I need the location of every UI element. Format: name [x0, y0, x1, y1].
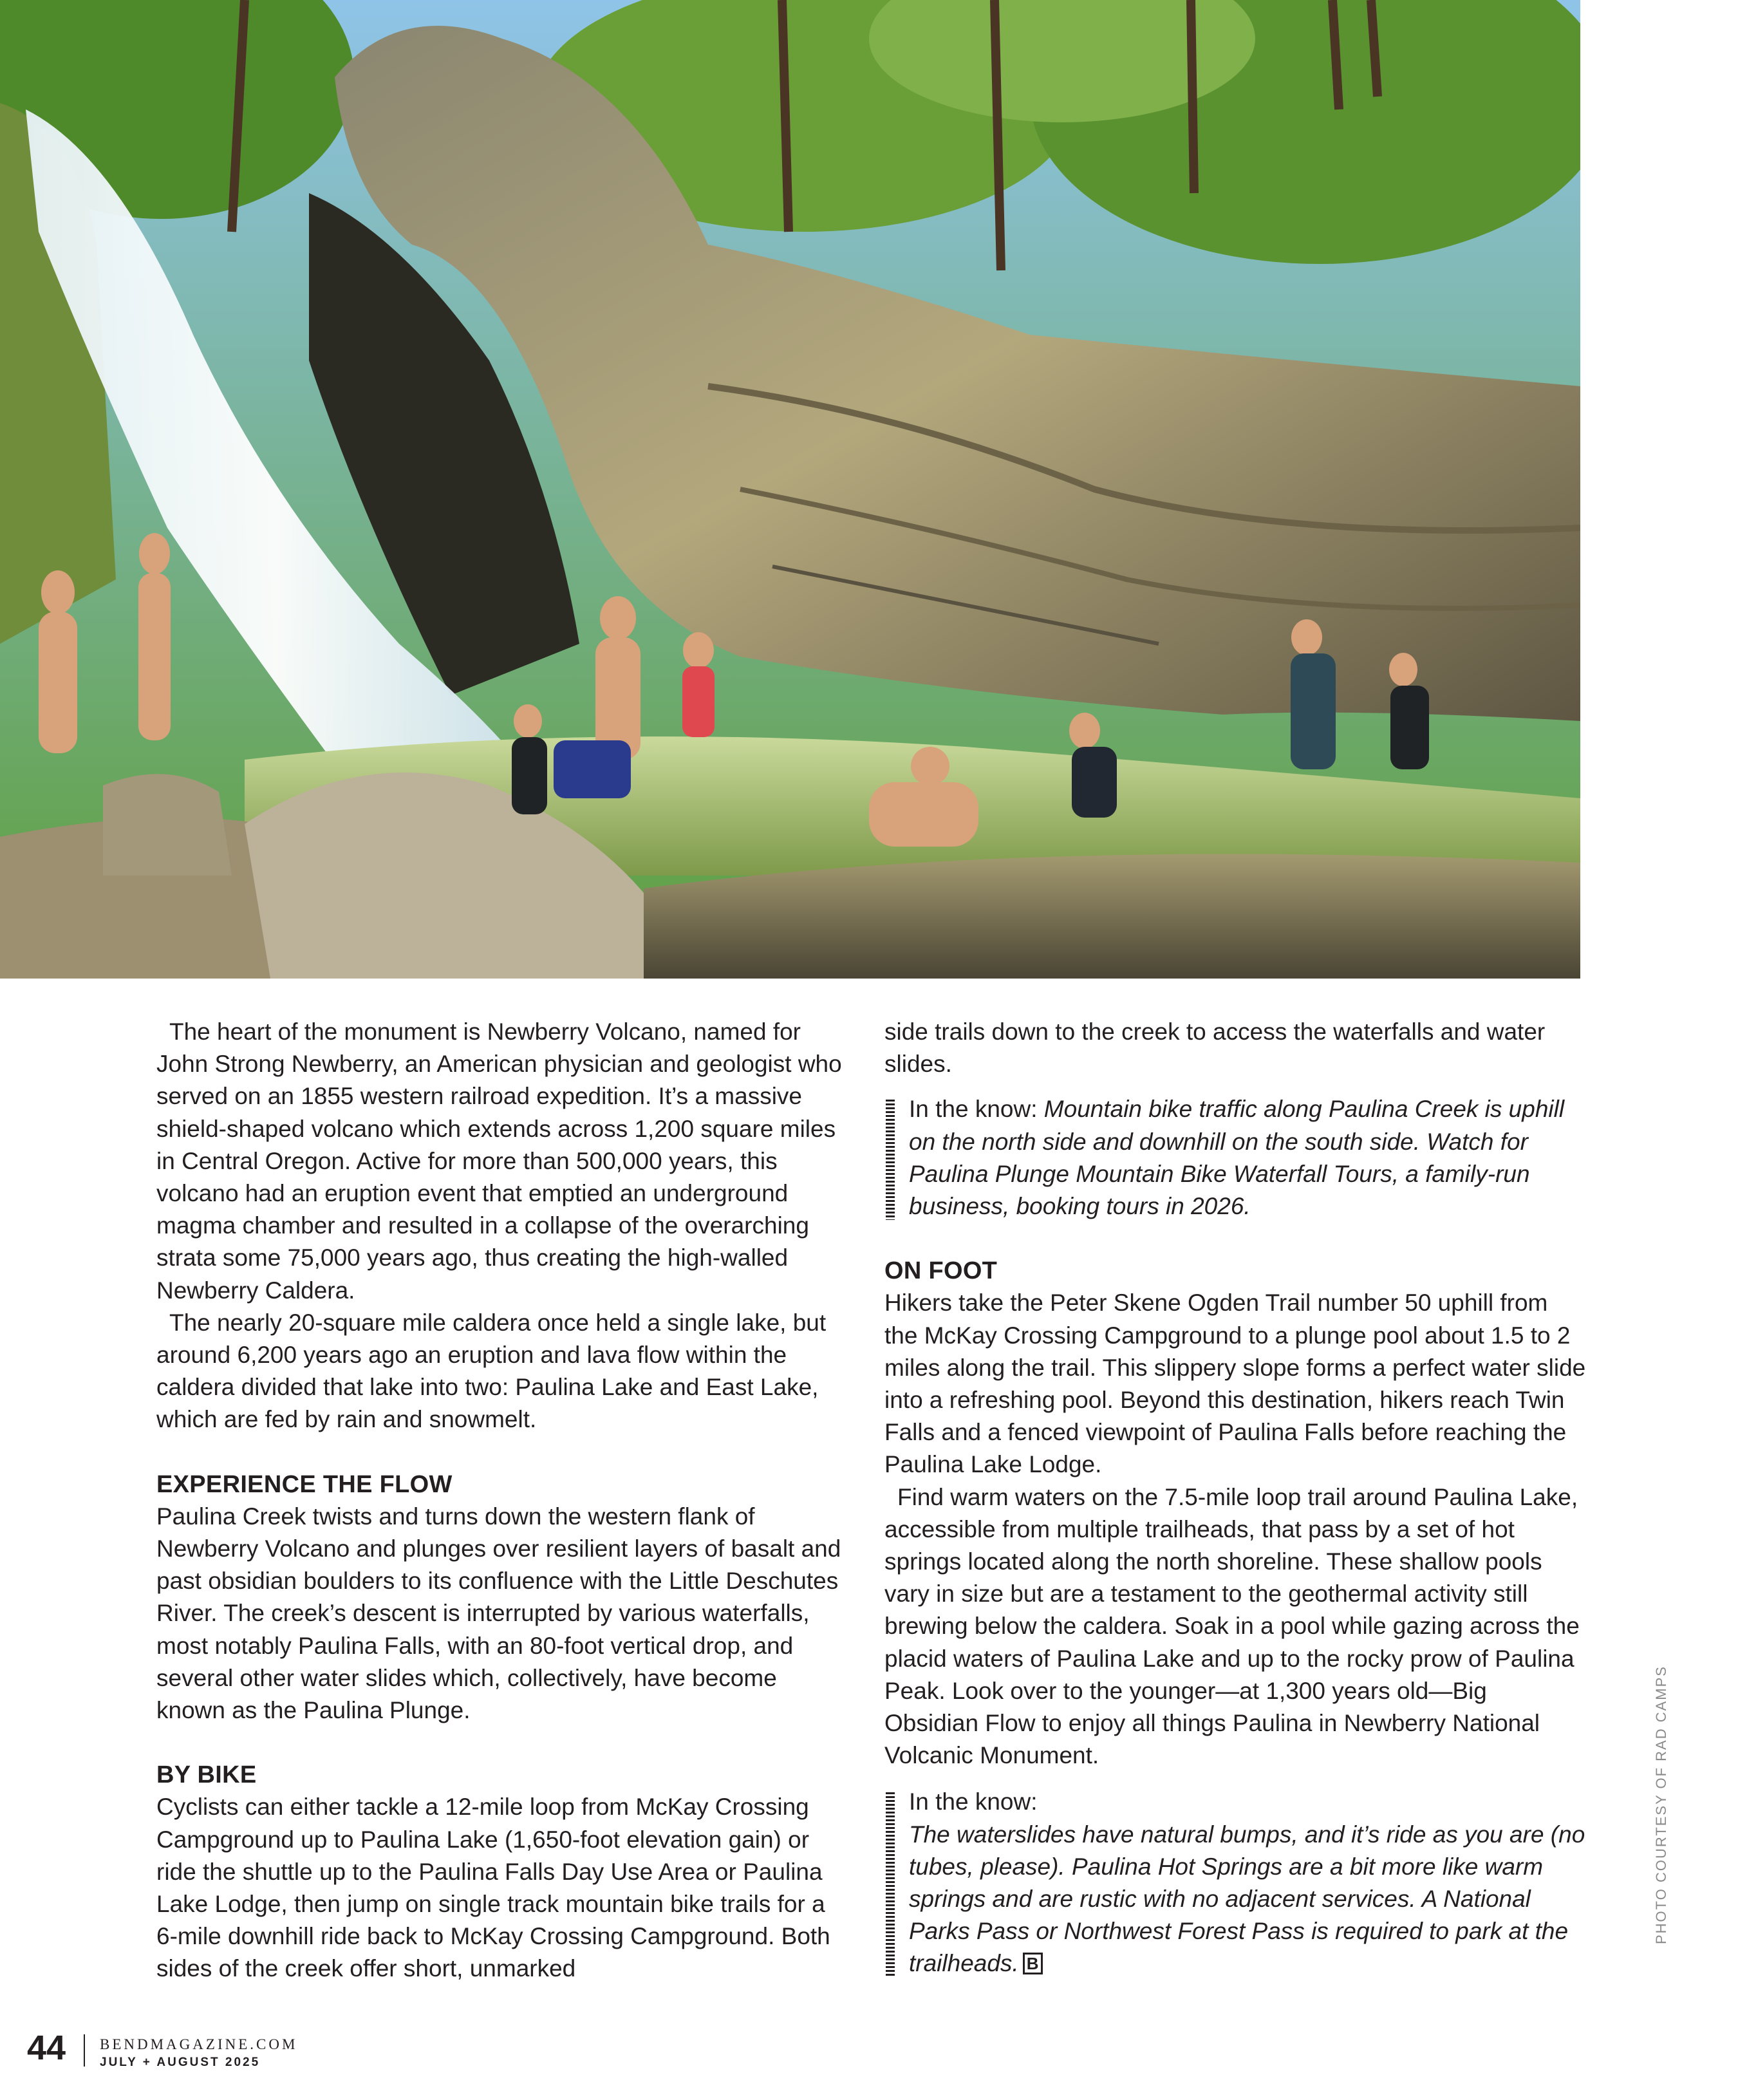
magazine-website: BENDMAGAZINE.COM [100, 2036, 298, 2052]
photo-credit: PHOTO COURTESY OF RAD CAMPS [1653, 1665, 1669, 1944]
paragraph-warm-waters: Find warm waters on the 7.5-mile loop trail around Paulina Lake, accessible from multiple trailheads, that pass by a set of hot springs located along the north shoreline. These shallow pools vary in size but are a testament to the geothermal activity still brewing below the caldera. Soak in a pool while gazing across the placid waters of Paulina Lake and up to the rocky prow of Paulina Peak. Look over to the younger—at 1,300 years old—Big Obsidian Flow to enjoy all things Paulina in Newberry National Volcanic Monument. [884, 1483, 1580, 1769]
article-column-right [884, 1016, 1586, 2012]
footer-divider [84, 2034, 85, 2067]
paragraph-side-trails: side trails down to the creek to access the waterfalls and water slides. [884, 1018, 1546, 1078]
heading-experience-the-flow: EXPERIENCE THE FLOW [156, 1470, 453, 1498]
in-the-know-label: In the know: [909, 1788, 1038, 1815]
page-number: 44 [27, 2029, 66, 2067]
hero-photo [0, 0, 1580, 979]
paragraph-caldera-lakes: The nearly 20-square mile caldera once held a single lake, but around 6,200 years ago an eruption and lava flow within the caldera divided that lake into two: Paulina Lake and East Lake, which are fed by rain and snowmelt. [156, 1309, 827, 1433]
heading-by-bike: BY BIKE [156, 1761, 257, 1789]
dotted-bar-decoration [886, 1100, 895, 1220]
in-the-know-text: The waterslides have natural bumps, and it’s ride as you are (no tubes, please). Paulina Hot Springs are a bit more like warm springs and are rustic with no adjacent services. A National Parks Pass or Northwest Forest Pass is required to park at the trailheads. [909, 1821, 1585, 1977]
paragraph-paulina-creek: Paulina Creek twists and turns down the western flank of Newberry Volcano and plunges over resilient layers of basalt and past obsidian boulders to its confluence with the Little Deschutes River. The creek’s descent is interrupted by various waterfalls, most notably Paulina Falls, with an 80-foot vertical drop, and several other water slides which, collectively, have become known as the Paulina Plunge. [156, 1503, 841, 1724]
paragraph-hikers: Hikers take the Peter Skene Ogden Trail number 50 uphill from the McKay Crossing Campground to a plunge pool about 1.5 to 2 miles along the trail. This slippery slope forms a perfect water slide into a refreshing pool. Beyond this destination, hikers reach Twin Falls and a fenced viewpoint of Paulina Falls before reaching the Paulina Lake Lodge. [884, 1289, 1586, 1478]
paragraph-cyclists: Cyclists can either tackle a 12-mile loop from McKay Crossing Campground up to Paulina Lake (1,650-foot elevation gain) or ride the shuttle up to the Paulina Falls Day Use Area or Paulina Lake Lodge, then jump on single track mountain bike trails for a 6-mile downhill ride back to McKay Crossing Campground. Both sides of the creek offer short, unmarked [156, 1794, 830, 1982]
paragraph-newberry-volcano: The heart of the monument is Newberry Volcano, named for John Strong Newberry, an American physician and geologist who served on an 1855 western railroad expedition. It’s a massive shield-shaped volcano which extends across 1,200 square miles in Central Oregon. Active for more than 500,000 years, this volcano had an eruption event that emptied an underground magma chamber and resulted in a collapse of the overarching strata some 75,000 years ago, thus creating the high-walled Newberry Caldera. [156, 1018, 842, 1304]
issue-date: JULY + AUGUST 2025 [100, 2056, 261, 2069]
in-the-know-label: In the know: [909, 1096, 1038, 1123]
in-the-know-box-bikes [884, 1093, 1586, 1223]
heading-on-foot: ON FOOT [884, 1257, 998, 1285]
dotted-bar-decoration [886, 1792, 895, 1977]
article-column-left [156, 1016, 846, 1985]
in-the-know-box-waterslides [884, 1786, 1586, 1980]
in-the-know-text: Mountain bike traffic along Paulina Creek is uphill on the north side and downhill on the south side. Watch for Paulina Plunge Mountain Bike Waterfall Tours, a family-run business, booking tours in 2026. [909, 1096, 1565, 1220]
end-of-article-mark: B [1023, 1953, 1043, 1974]
